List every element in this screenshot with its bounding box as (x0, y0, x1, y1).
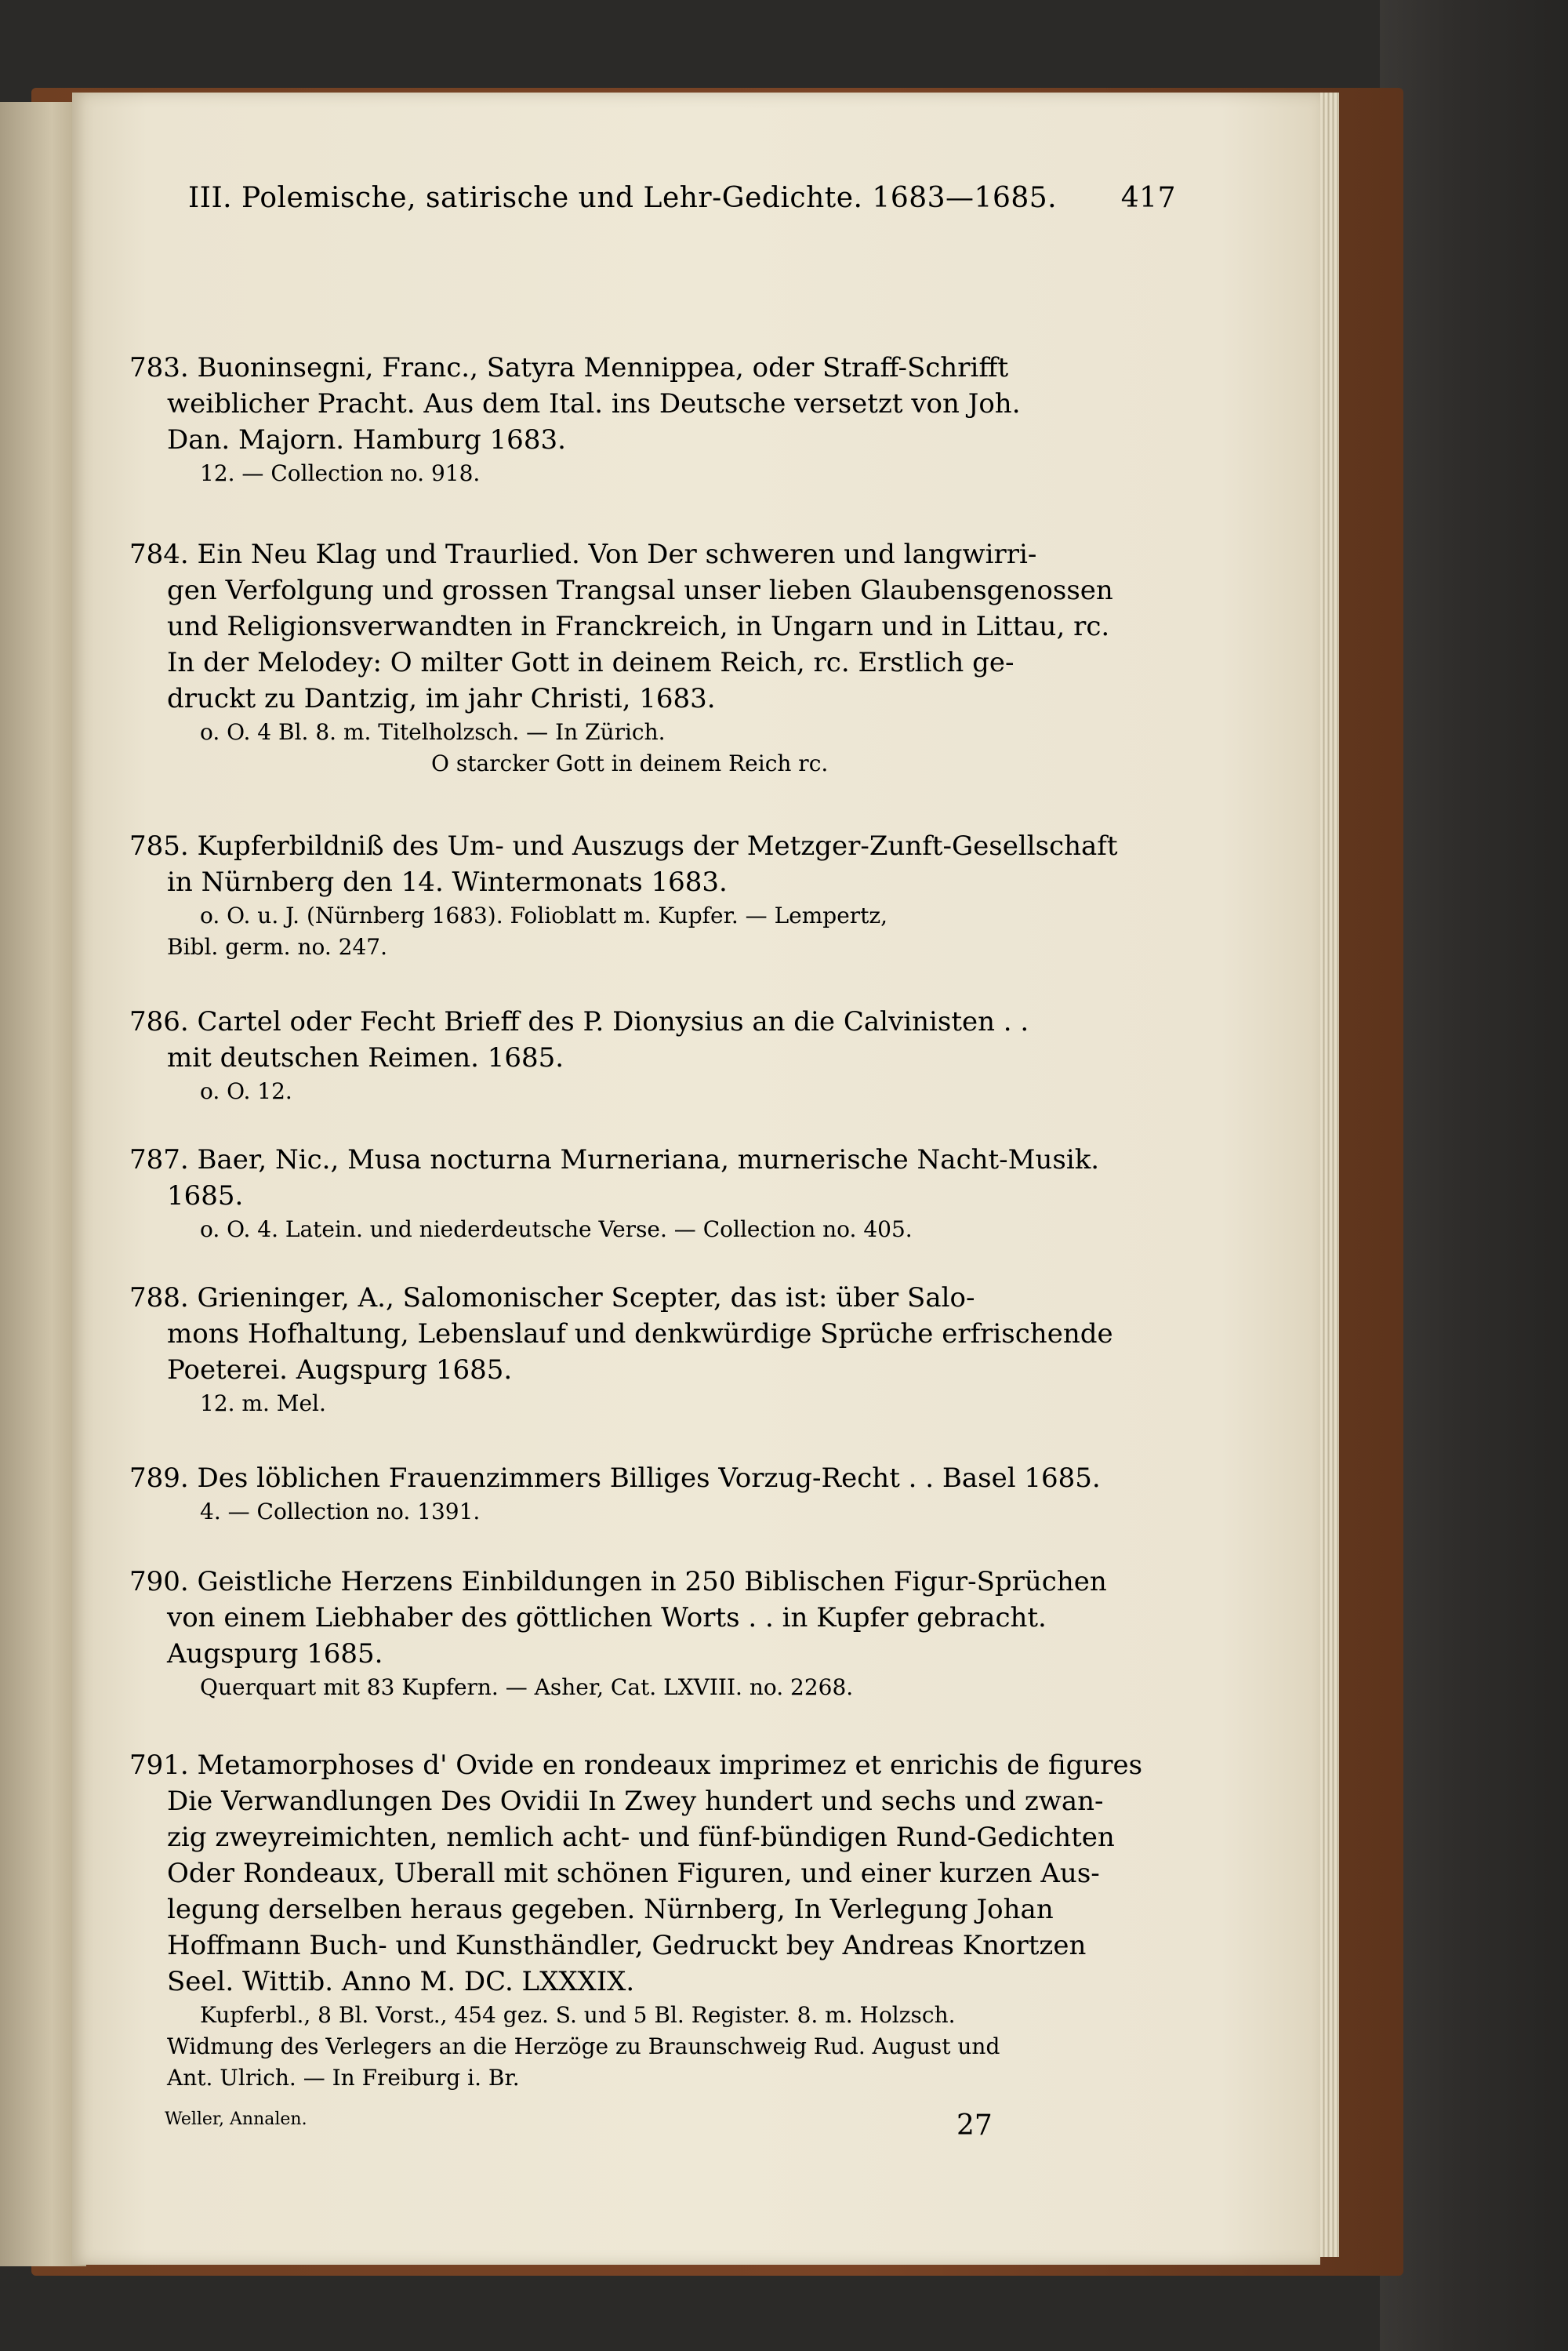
background (1380, 0, 1568, 2351)
page-footer (165, 2109, 1184, 2157)
entry-line: Augspurg 1685. (167, 1638, 383, 1670)
running-header (188, 182, 1176, 229)
entry-786 (129, 1004, 1180, 1107)
entry-note: o. O. 4 Bl. 8. m. Titelholzsch. — In Zürich. (200, 719, 666, 745)
entry-line: 791. Metamorphoses d' Ovide en rondeaux imprimez et enrichis de figures (129, 1750, 1143, 1781)
page-number: 417 (1120, 182, 1176, 214)
entry-line: 783. Buoninsegni, Franc., Satyra Mennippea, oder Straff-Schrifft (129, 352, 1009, 383)
entry-line: 785. Kupferbildniß des Um- und Auszugs der Metzger-Zunft-Gesellschaft (129, 830, 1118, 862)
entry-line: 790. Geistliche Herzens Einbildungen in 250 Biblischen Figur-Sprüchen (129, 1566, 1107, 1597)
signature-number: 27 (956, 2109, 993, 2142)
entry-line: 784. Ein Neu Klag und Traurlied. Von Der schweren und langwirri- (129, 539, 1037, 570)
entry-note: Widmung des Verlegers an die Herzöge zu Braunschweig Rud. August und (167, 2033, 1000, 2059)
entry-note: 12. — Collection no. 918. (200, 460, 481, 486)
entry-line: 788. Grieninger, A., Salomonischer Scepter, das ist: über Salo- (129, 1282, 975, 1314)
entry-line: Poeterei. Augspurg 1685. (167, 1354, 513, 1386)
entry-line: gen Verfolgung und grossen Trangsal unser lieben Glaubensgenossen (167, 575, 1113, 606)
entry-789 (129, 1460, 1180, 1528)
entry-note: Ant. Ulrich. — In Freiburg i. Br. (167, 2065, 520, 2091)
entry-line: mit deutschen Reimen. 1685. (167, 1042, 564, 1074)
entry-note: Querquart mit 83 Kupfern. — Asher, Cat. LXVIII. no. 2268. (200, 1674, 854, 1700)
entry-line: und Religionsverwandten in Franckreich, in Ungarn und in Littau, rc. (167, 611, 1110, 642)
signature-mark: Weller, Annalen. (165, 2109, 307, 2129)
entry-note: 12. m. Mel. (200, 1390, 326, 1416)
entry-note: o. O. 12. (200, 1078, 292, 1104)
entry-line: zig zweyreimichten, nemlich acht- und fünf-bündigen Rund-Gedichten (167, 1822, 1115, 1853)
entry-line: legung derselben heraus gegeben. Nürnberg, In Verlegung Johan (167, 1894, 1054, 1925)
entry-note: Bibl. germ. no. 247. (167, 934, 387, 960)
entry-note: O starcker Gott in deinem Reich rc. (431, 750, 829, 776)
entry-790 (129, 1564, 1180, 1703)
entry-788 (129, 1280, 1180, 1419)
entry-line: Oder Rondeaux, Uberall mit schönen Figuren, und einer kurzen Aus- (167, 1858, 1100, 1889)
entry-note: Kupferbl., 8 Bl. Vorst., 454 gez. S. und 5 Bl. Register. 8. m. Holzsch. (200, 2002, 956, 2028)
entry-line: 786. Cartel oder Fecht Brieff des P. Dionysius an die Calvinisten . . (129, 1006, 1029, 1037)
entry-line: von einem Liebhaber des göttlichen Worts . . in Kupfer gebracht. (167, 1602, 1047, 1633)
entry-line: Die Verwandlungen Des Ovidii In Zwey hundert und sechs und zwan- (167, 1786, 1104, 1817)
entry-787 (129, 1142, 1180, 1245)
entry-783 (129, 350, 1180, 489)
entry-line: 787. Baer, Nic., Musa nocturna Murneriana, murnerische Nacht-Musik. (129, 1144, 1100, 1176)
entry-line: 789. Des löblichen Frauenzimmers Billiges Vorzug-Recht . . Basel 1685. (129, 1463, 1101, 1494)
header-title: III. Polemische, satirische und Lehr-Gedichte. 1683—1685. (188, 182, 1058, 214)
entry-791 (129, 1747, 1180, 2094)
entry-line: Seel. Wittib. Anno M. DC. LXXXIX. (167, 1966, 635, 1997)
entry-785 (129, 828, 1180, 963)
entry-note: o. O. u. J. (Nürnberg 1683). Folioblatt m. Kupfer. — Lempertz, (200, 903, 888, 928)
entry-line: weiblicher Pracht. Aus dem Ital. ins Deutsche versetzt von Joh. (167, 388, 1021, 420)
entry-784 (129, 536, 1180, 779)
entry-line: Dan. Majorn. Hamburg 1683. (167, 424, 566, 456)
entry-line: 1685. (167, 1180, 244, 1212)
entry-line: mons Hofhaltung, Lebenslauf und denkwürdige Sprüche erfrischende (167, 1318, 1113, 1350)
entry-line: Hoffmann Buch- und Kunsthändler, Gedruckt bey Andreas Knortzen (167, 1930, 1087, 1961)
entry-line: druckt zu Dantzig, im jahr Christi, 1683. (167, 683, 716, 714)
entry-line: in Nürnberg den 14. Wintermonats 1683. (167, 867, 728, 898)
entry-note: o. O. 4. Latein. und niederdeutsche Verse. — Collection no. 405. (200, 1216, 913, 1242)
entry-note: 4. — Collection no. 1391. (200, 1499, 481, 1524)
entry-line: In der Melodey: O milter Gott in deinem Reich, rc. Erstlich ge- (167, 647, 1014, 678)
